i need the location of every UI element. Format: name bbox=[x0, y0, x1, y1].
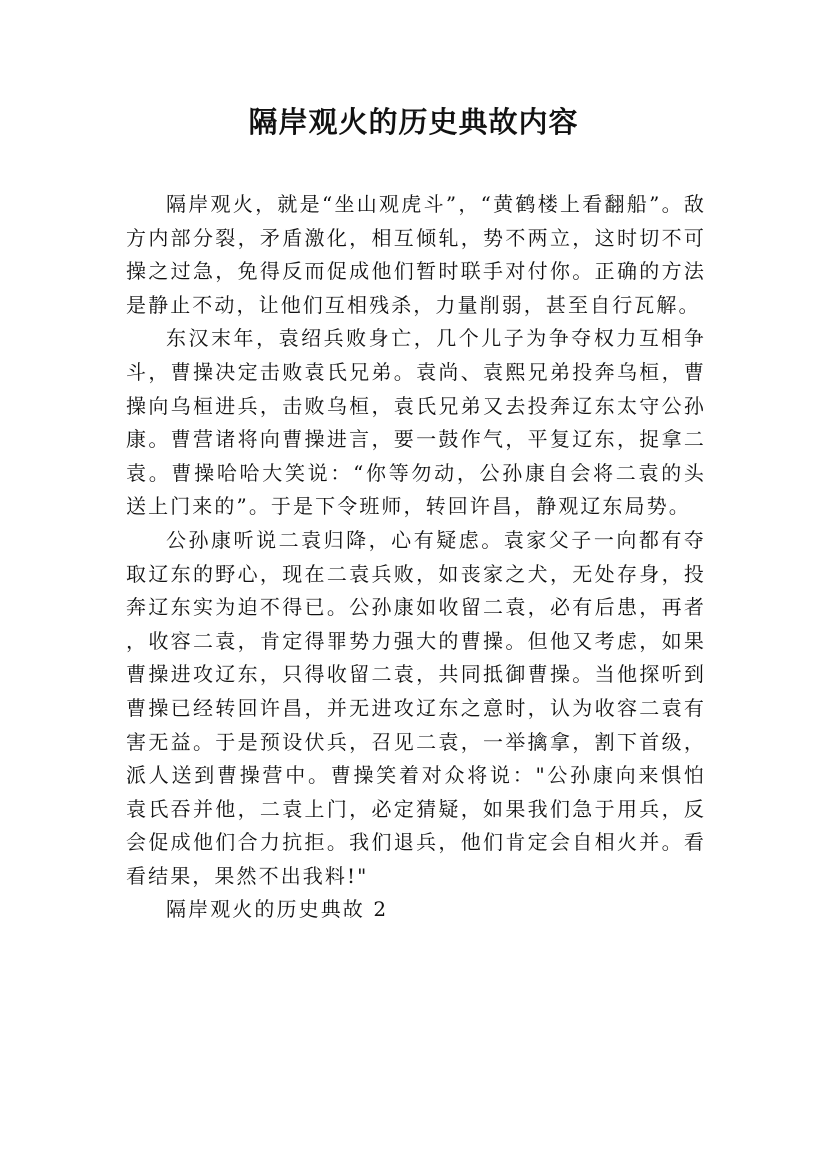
paragraph-2: 东汉末年，袁绍兵败身亡，几个儿子为争夺权力互相争斗，曹操决定击败袁氏兄弟。袁尚、袁熙兄弟投奔乌桓，曹操向乌桓进兵，击败乌桓，袁氏兄弟又去投奔辽东太守公孙康。曹营诸将向曹操进言，要一鼓作气，平复辽东，捉拿二袁。曹操哈哈大笑说：“你等勿动，公孙康自会将二袁的头送上门来的”。于是下令班师，转回许昌，静观辽东局势。 bbox=[126, 326, 706, 519]
document-title: 隔岸观火的历史典故内容 bbox=[248, 105, 579, 139]
section-heading-2: 隔岸观火的历史典故 2 bbox=[166, 897, 389, 922]
paragraph-3: 公孙康听说二袁归降，心有疑虑。袁家父子一向都有夺取辽东的野心，现在二袁兵败，如丧家之犬，无处存身，投奔辽东实为迫不得已。公孙康如收留二袁，必有后患，再者，收容二袁，肯定得罪势力强大的曹操。但他又考虑，如果曹操进攻辽东，只得收留二袁，共同抵御曹操。当他探听到曹操已经转回许昌，并无进攻辽东之意时，认为收容二袁有害无益。于是预设伏兵，召见二袁，一举擒拿，割下首级，派人送到曹操营中。曹操笑着对众将说："公孙康向来惧怕袁氏吞并他，二袁上门，必定猜疑，如果我们急于用兵，反会促成他们合力抗拒。我们退兵，他们肯定会自相火并。看看结果，果然不出我料!" bbox=[126, 527, 706, 888]
document-body bbox=[126, 188, 706, 927]
paragraph-1: 隔岸观火，就是“坐山观虎斗”，“黄鹤楼上看翻船”。敌方内部分裂，矛盾激化，相互倾轧，势不两立，这时切不可操之过急，免得反而促成他们暂时联手对付你。正确的方法是静止不动，让他们互相残杀，力量削弱，甚至自行瓦解。 bbox=[126, 192, 706, 317]
